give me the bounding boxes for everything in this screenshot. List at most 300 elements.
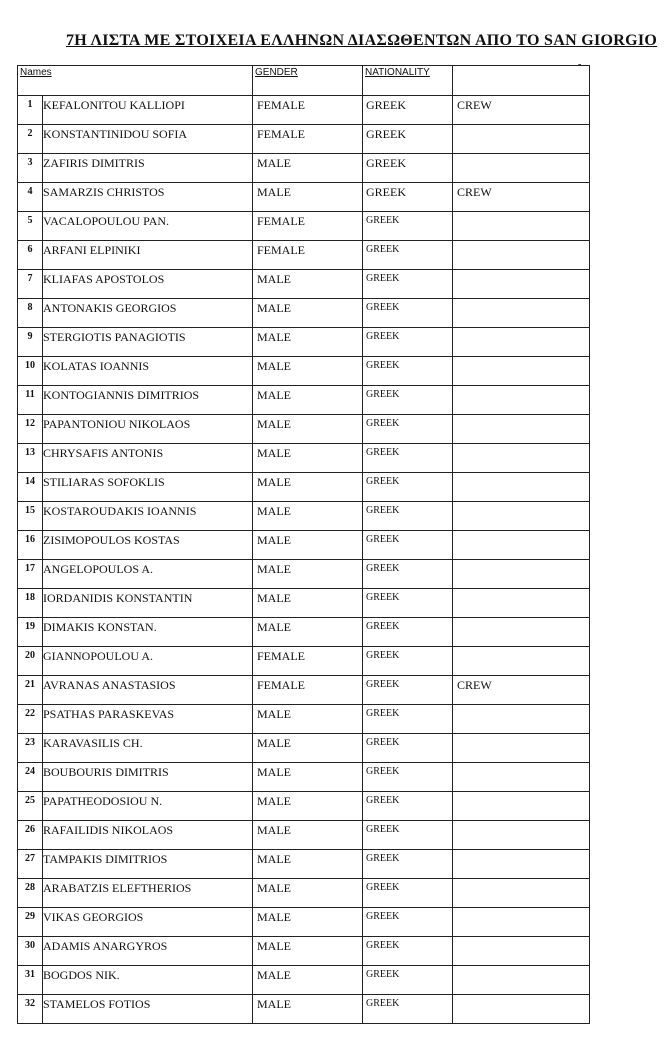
person-role [453, 279, 457, 281]
person-role: CREW [457, 185, 492, 199]
name-cell [18, 357, 253, 386]
nationality-cell [363, 995, 453, 1024]
row-number: 32 [25, 998, 35, 1009]
header-nationality [363, 66, 453, 96]
table-row [18, 792, 590, 821]
row-number: 4 [27, 186, 33, 197]
row-number: 22 [25, 708, 35, 719]
table-row [18, 154, 590, 183]
person-gender: FEMALE [257, 127, 305, 141]
role-cell [453, 328, 590, 357]
person-gender: MALE [257, 475, 291, 489]
role-cell [453, 705, 590, 734]
gender-cell [253, 96, 363, 125]
name-cell [18, 299, 253, 328]
person-role [453, 395, 457, 397]
row-number: 20 [25, 650, 35, 661]
nationality-cell [363, 850, 453, 879]
person-gender: FEMALE [257, 678, 305, 692]
role-cell [453, 415, 590, 444]
name-cell [18, 415, 253, 444]
row-number: 10 [25, 360, 35, 371]
person-name: KLIAFAS APOSTOLOS [43, 272, 165, 286]
nationality-cell [363, 531, 453, 560]
table-row [18, 995, 590, 1024]
person-gender: MALE [257, 736, 291, 750]
nationality-cell [363, 125, 453, 154]
role-cell [453, 937, 590, 966]
row-number: 31 [25, 969, 35, 980]
person-name: BOUBOURIS DIMITRIS [43, 765, 169, 779]
table-row [18, 96, 590, 125]
row-number: 16 [25, 534, 35, 545]
person-name: STAMELOS FOTIOS [43, 997, 151, 1011]
gender-cell [253, 879, 363, 908]
table-row [18, 734, 590, 763]
header-names-label: Names [20, 67, 52, 78]
row-number: 2 [27, 128, 33, 139]
row-number: 11 [25, 389, 35, 400]
person-gender: MALE [257, 997, 291, 1011]
gender-cell [253, 328, 363, 357]
gender-cell [253, 241, 363, 270]
table-row [18, 763, 590, 792]
person-name: ZAFIRIS DIMITRIS [43, 156, 145, 170]
role-cell [453, 444, 590, 473]
row-number: 3 [27, 157, 33, 168]
gender-cell [253, 850, 363, 879]
person-name: RAFAILIDIS NIKOLAOS [43, 823, 174, 837]
name-cell [18, 560, 253, 589]
person-nationality: GREEK [366, 215, 400, 226]
gender-cell [253, 299, 363, 328]
nationality-cell [363, 415, 453, 444]
person-nationality: GREEK [366, 853, 400, 864]
person-nationality: GREEK [366, 389, 400, 400]
person-nationality: GREEK [366, 563, 400, 574]
person-nationality: GREEK [366, 418, 400, 429]
role-cell [453, 908, 590, 937]
survivors-table [17, 65, 590, 1024]
table-row [18, 966, 590, 995]
person-name: VACALOPOULOU PAN. [43, 214, 170, 228]
person-role [453, 163, 457, 165]
person-gender: MALE [257, 562, 291, 576]
table-row [18, 560, 590, 589]
person-nationality: GREEK [366, 708, 400, 719]
role-cell [453, 386, 590, 415]
person-role [453, 714, 457, 716]
person-name: ANTONAKIS GEORGIOS [43, 301, 177, 315]
person-nationality: GREEK [366, 476, 400, 487]
header-gender-label: GENDER [255, 67, 298, 78]
name-cell [18, 154, 253, 183]
person-gender: MALE [257, 881, 291, 895]
name-cell [18, 183, 253, 212]
name-cell [18, 212, 253, 241]
table-body [18, 96, 590, 1024]
person-gender: FEMALE [257, 649, 305, 663]
role-cell [453, 531, 590, 560]
name-cell [18, 763, 253, 792]
person-nationality: GREEK [366, 969, 400, 980]
person-role [453, 221, 457, 223]
row-number: 19 [25, 621, 35, 632]
table-row [18, 183, 590, 212]
role-cell [453, 589, 590, 618]
table-row [18, 589, 590, 618]
row-number: 18 [25, 592, 35, 603]
person-nationality: GREEK [366, 98, 406, 112]
gender-cell [253, 763, 363, 792]
person-role [453, 656, 457, 658]
person-role [453, 569, 457, 571]
name-cell [18, 386, 253, 415]
nationality-cell [363, 763, 453, 792]
row-number: 13 [25, 447, 35, 458]
name-cell [18, 502, 253, 531]
person-role [453, 946, 457, 948]
person-gender: MALE [257, 591, 291, 605]
row-number: 17 [25, 563, 35, 574]
person-name: PSATHAS PARASKEVAS [43, 707, 175, 721]
table-row [18, 444, 590, 473]
table-row [18, 357, 590, 386]
person-gender: MALE [257, 156, 291, 170]
row-number: 28 [25, 882, 35, 893]
person-gender: MALE [257, 185, 291, 199]
name-cell [18, 676, 253, 705]
table-row [18, 415, 590, 444]
nationality-cell [363, 270, 453, 299]
person-gender: MALE [257, 620, 291, 634]
role-cell [453, 299, 590, 328]
person-role [453, 830, 457, 832]
gender-cell [253, 270, 363, 299]
person-name: KONSTANTINIDOU SOFIA [43, 127, 188, 141]
person-gender: MALE [257, 707, 291, 721]
nationality-cell [363, 647, 453, 676]
person-name: ADAMIS ANARGYROS [43, 939, 168, 953]
role-cell [453, 183, 590, 212]
table-row [18, 502, 590, 531]
name-cell [18, 995, 253, 1024]
person-nationality: GREEK [366, 156, 406, 170]
person-role [453, 511, 457, 513]
nationality-cell [363, 560, 453, 589]
person-gender: MALE [257, 504, 291, 518]
name-cell [18, 531, 253, 560]
name-cell [18, 96, 253, 125]
gender-cell [253, 618, 363, 647]
person-gender: MALE [257, 301, 291, 315]
role-cell [453, 212, 590, 241]
nationality-cell [363, 183, 453, 212]
role-cell [453, 502, 590, 531]
nationality-cell [363, 821, 453, 850]
person-nationality: GREEK [366, 650, 400, 661]
name-cell [18, 589, 253, 618]
person-gender: MALE [257, 939, 291, 953]
person-name: KARAVASILIS CH. [43, 736, 143, 750]
nationality-cell [363, 908, 453, 937]
person-nationality: GREEK [366, 621, 400, 632]
person-name: PAPATHEODOSIOU N. [43, 794, 163, 808]
gender-cell [253, 589, 363, 618]
person-nationality: GREEK [366, 273, 400, 284]
table-row [18, 328, 590, 357]
role-cell [453, 241, 590, 270]
person-name: CHRYSAFIS ANTONIS [43, 446, 164, 460]
table-row [18, 618, 590, 647]
gender-cell [253, 183, 363, 212]
person-gender: MALE [257, 272, 291, 286]
person-nationality: GREEK [366, 766, 400, 777]
person-name: KOLATAS IOANNIS [43, 359, 150, 373]
gender-cell [253, 937, 363, 966]
person-role [453, 540, 457, 542]
person-nationality: GREEK [366, 244, 400, 255]
person-gender: MALE [257, 330, 291, 344]
nationality-cell [363, 937, 453, 966]
row-number: 5 [27, 215, 33, 226]
person-name: KONTOGIANNIS DIMITRIOS [43, 388, 200, 402]
person-name: STILIARAS SOFOKLIS [43, 475, 165, 489]
person-name: AVRANAS ANASTASIOS [43, 678, 176, 692]
person-gender: FEMALE [257, 214, 305, 228]
person-gender: MALE [257, 388, 291, 402]
name-cell [18, 647, 253, 676]
person-gender: MALE [257, 417, 291, 431]
gender-cell [253, 125, 363, 154]
row-number: 7 [27, 273, 33, 284]
row-number: 23 [25, 737, 35, 748]
person-name: KEFALONITOU KALLIOPI [43, 98, 185, 112]
nationality-cell [363, 792, 453, 821]
row-number: 14 [25, 476, 35, 487]
gender-cell [253, 212, 363, 241]
person-name: ANGELOPOULOS A. [43, 562, 154, 576]
role-cell [453, 763, 590, 792]
role-cell [453, 821, 590, 850]
person-nationality: GREEK [366, 447, 400, 458]
role-cell [453, 792, 590, 821]
person-nationality: GREEK [366, 679, 400, 690]
gender-cell [253, 531, 363, 560]
person-nationality: GREEK [366, 824, 400, 835]
nationality-cell [363, 444, 453, 473]
gender-cell [253, 473, 363, 502]
person-gender: FEMALE [257, 243, 305, 257]
role-cell [453, 850, 590, 879]
gender-cell [253, 647, 363, 676]
gender-cell [253, 908, 363, 937]
row-number: 25 [25, 795, 35, 806]
name-cell [18, 908, 253, 937]
person-role [453, 772, 457, 774]
person-gender: MALE [257, 910, 291, 924]
person-role: CREW [457, 678, 492, 692]
gender-cell [253, 705, 363, 734]
person-role [453, 917, 457, 919]
document-title: 7Η ΛΙΣΤΑ ΜΕ ΣΤΟΙΧΕΙΑ ΕΛΛΗΝΩΝ ΔΙΑΣΩΘΕΝΤΩΝ ΑΠΟ ΤΟ SAN GIORGIO [66, 32, 658, 49]
person-name: GIANNOPOULOU A. [43, 649, 153, 663]
person-name: DIMAKIS KONSTAN. [43, 620, 157, 634]
person-role [453, 308, 457, 310]
corner-mark: - [578, 59, 582, 70]
role-cell [453, 357, 590, 386]
person-role [453, 424, 457, 426]
person-gender: MALE [257, 823, 291, 837]
row-number: 29 [25, 911, 35, 922]
person-role [453, 1004, 457, 1006]
person-role [453, 859, 457, 861]
name-cell [18, 444, 253, 473]
nationality-cell [363, 386, 453, 415]
person-name: KOSTAROUDAKIS IOANNIS [43, 504, 197, 518]
table-row [18, 125, 590, 154]
gender-cell [253, 821, 363, 850]
row-number: 27 [25, 853, 35, 864]
role-cell [453, 154, 590, 183]
nationality-cell [363, 473, 453, 502]
row-number: 24 [25, 766, 35, 777]
person-role [453, 888, 457, 890]
role-cell [453, 995, 590, 1024]
person-name: SAMARZIS CHRISTOS [43, 185, 165, 199]
name-cell [18, 734, 253, 763]
person-name: ARABATZIS ELEFTHERIOS [43, 881, 192, 895]
gender-cell [253, 415, 363, 444]
gender-cell [253, 502, 363, 531]
person-nationality: GREEK [366, 737, 400, 748]
person-role [453, 337, 457, 339]
name-cell [18, 125, 253, 154]
name-cell [18, 241, 253, 270]
person-gender: MALE [257, 765, 291, 779]
person-role [453, 482, 457, 484]
role-cell [453, 647, 590, 676]
row-number: 1 [27, 99, 33, 110]
person-nationality: GREEK [366, 331, 400, 342]
nationality-cell [363, 676, 453, 705]
person-role [453, 801, 457, 803]
table-row [18, 879, 590, 908]
person-nationality: GREEK [366, 185, 406, 199]
person-nationality: GREEK [366, 302, 400, 313]
table-row [18, 241, 590, 270]
role-cell [453, 270, 590, 299]
person-name: BOGDOS NIK. [43, 968, 120, 982]
name-cell [18, 879, 253, 908]
role-cell [453, 618, 590, 647]
row-number: 26 [25, 824, 35, 835]
nationality-cell [363, 734, 453, 763]
role-cell [453, 473, 590, 502]
person-nationality: GREEK [366, 795, 400, 806]
header-nationality-label: NATIONALITY [365, 67, 430, 78]
name-cell [18, 705, 253, 734]
role-cell [453, 560, 590, 589]
gender-cell [253, 966, 363, 995]
role-cell [453, 734, 590, 763]
person-name: STERGIOTIS PANAGIOTIS [43, 330, 186, 344]
gender-cell [253, 734, 363, 763]
gender-cell [253, 676, 363, 705]
person-gender: MALE [257, 359, 291, 373]
person-role [453, 598, 457, 600]
row-number: 8 [27, 302, 33, 313]
name-cell [18, 792, 253, 821]
name-cell [18, 821, 253, 850]
name-cell [18, 937, 253, 966]
role-cell [453, 879, 590, 908]
name-cell [18, 618, 253, 647]
gender-cell [253, 792, 363, 821]
table-row [18, 386, 590, 415]
person-nationality: GREEK [366, 127, 406, 141]
header-gender [253, 66, 363, 96]
person-nationality: GREEK [366, 505, 400, 516]
role-cell [453, 676, 590, 705]
role-cell [453, 125, 590, 154]
table-row [18, 212, 590, 241]
nationality-cell [363, 212, 453, 241]
table-row [18, 270, 590, 299]
row-number: 21 [25, 679, 35, 690]
person-role [453, 453, 457, 455]
nationality-cell [363, 589, 453, 618]
person-role [453, 743, 457, 745]
table-row [18, 676, 590, 705]
gender-cell [253, 560, 363, 589]
gender-cell [253, 357, 363, 386]
row-number: 15 [25, 505, 35, 516]
person-nationality: GREEK [366, 940, 400, 951]
name-cell [18, 270, 253, 299]
table-row [18, 705, 590, 734]
person-name: TAMPAKIS DIMITRIOS [43, 852, 168, 866]
role-cell [453, 96, 590, 125]
gender-cell [253, 154, 363, 183]
role-cell [453, 966, 590, 995]
nationality-cell [363, 241, 453, 270]
person-gender: MALE [257, 852, 291, 866]
table-row [18, 937, 590, 966]
row-number: 9 [27, 331, 33, 342]
table-row [18, 473, 590, 502]
person-gender: MALE [257, 533, 291, 547]
person-role [453, 250, 457, 252]
header-names [18, 66, 253, 96]
table-header-row [18, 66, 590, 96]
table-row [18, 299, 590, 328]
header-role [453, 66, 590, 96]
person-role [453, 134, 457, 136]
row-number: 6 [27, 244, 33, 255]
gender-cell [253, 444, 363, 473]
table-row [18, 821, 590, 850]
table-row [18, 908, 590, 937]
person-nationality: GREEK [366, 534, 400, 545]
nationality-cell [363, 96, 453, 125]
person-nationality: GREEK [366, 998, 400, 1009]
person-name: PAPANTONIOU NIKOLAOS [43, 417, 191, 431]
person-nationality: GREEK [366, 592, 400, 603]
row-number: 30 [25, 940, 35, 951]
nationality-cell [363, 154, 453, 183]
person-role [453, 627, 457, 629]
